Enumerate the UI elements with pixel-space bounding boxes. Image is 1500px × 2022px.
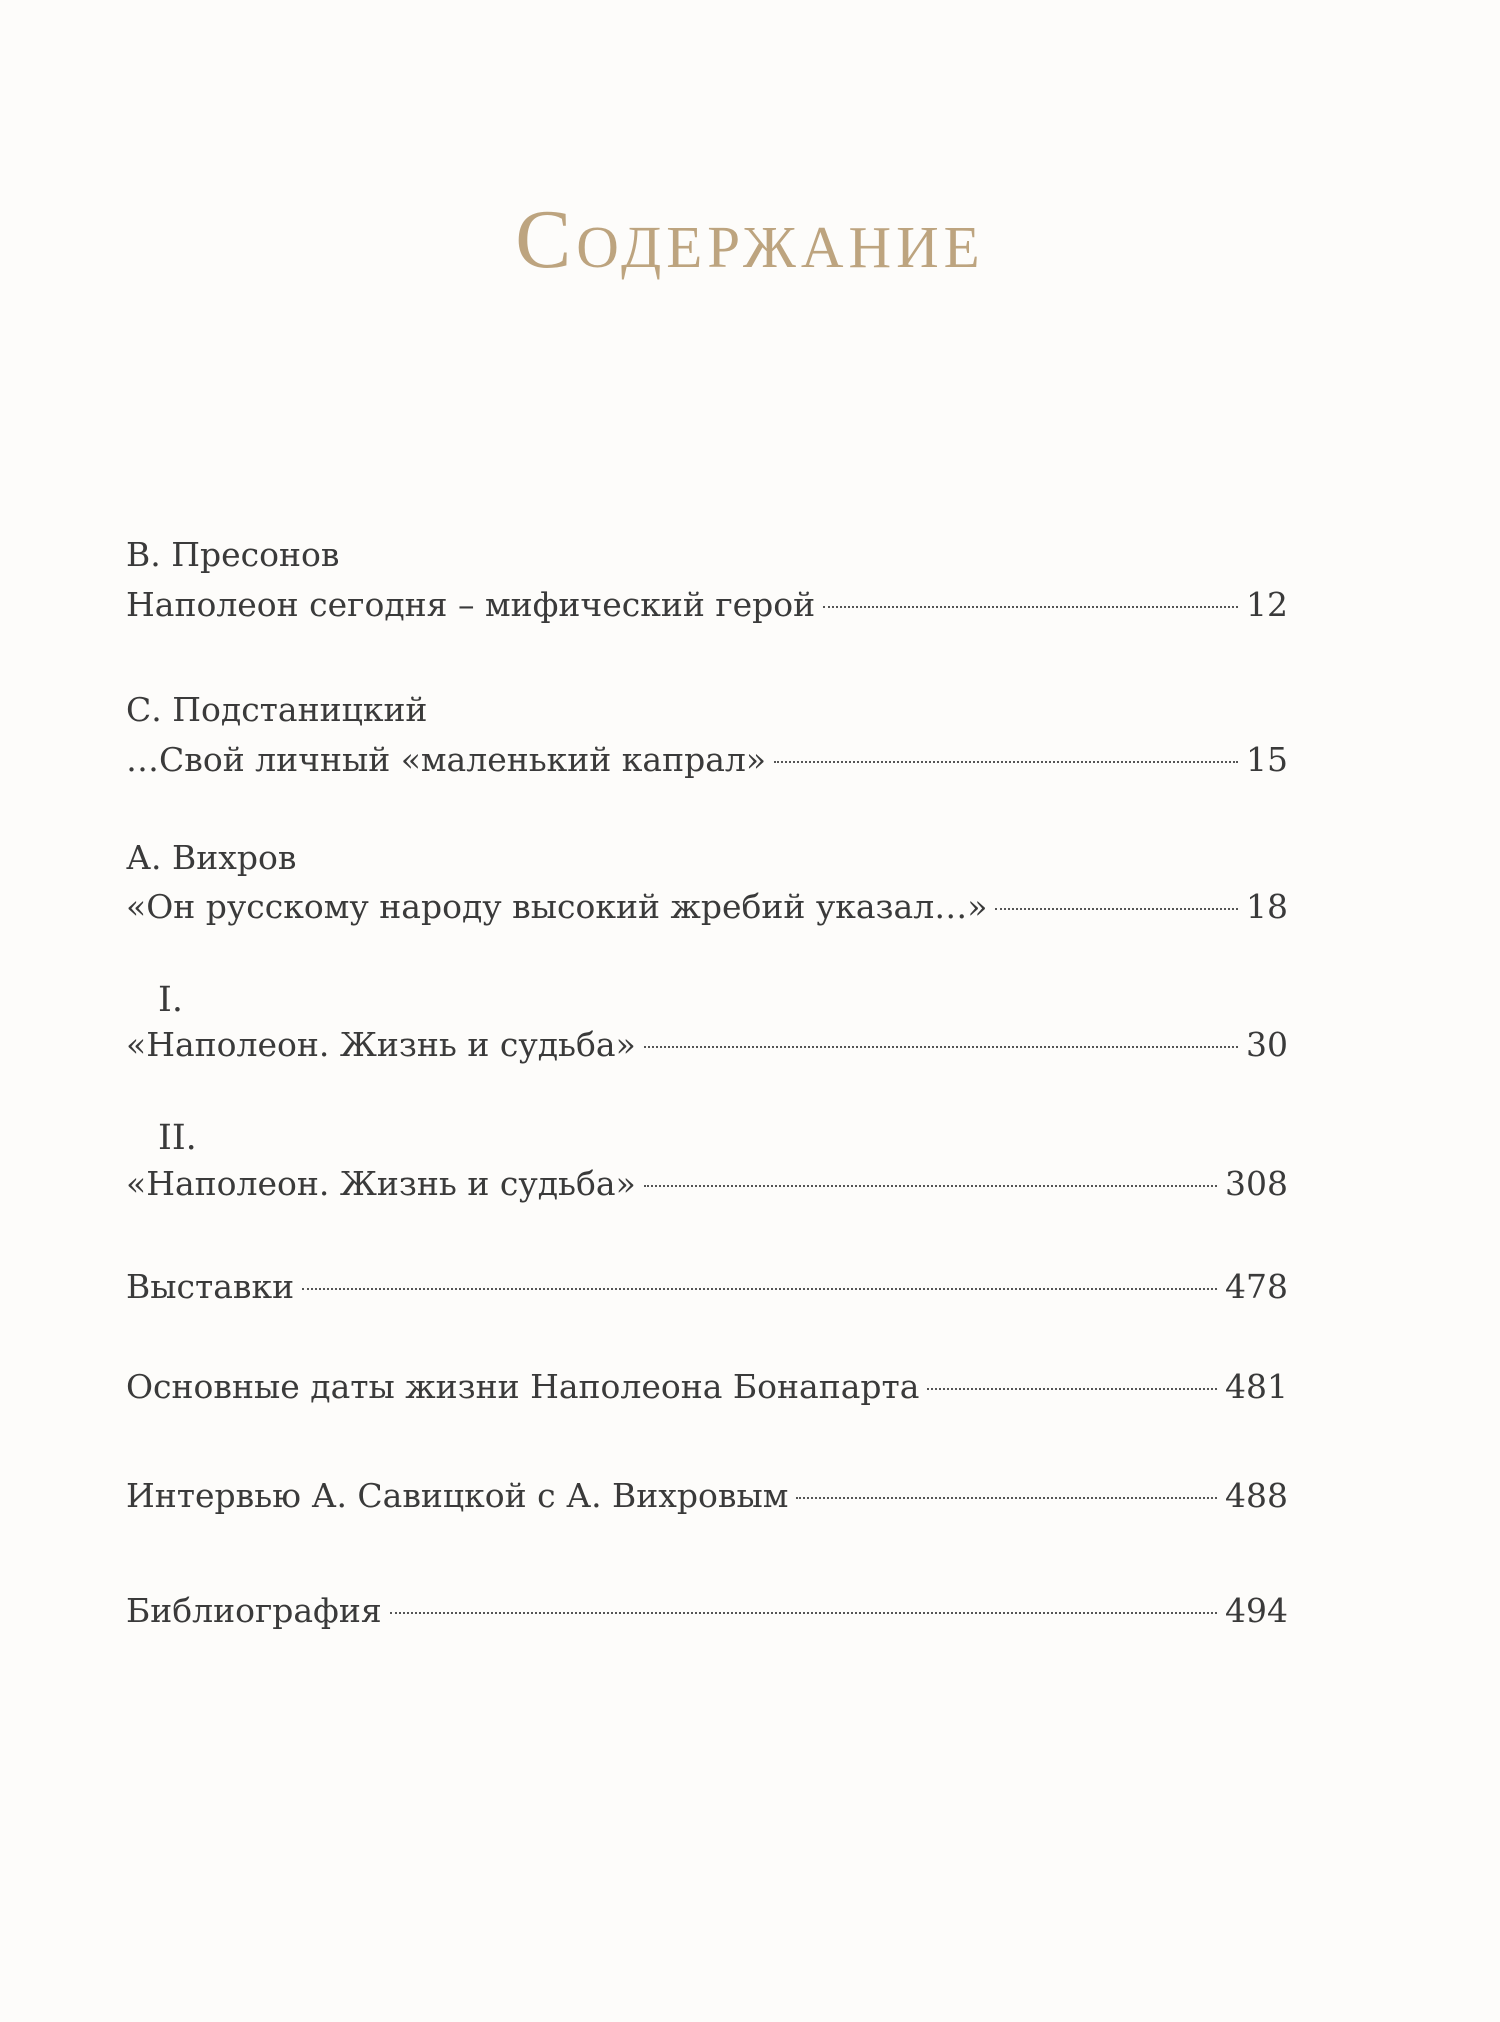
dot-leader bbox=[302, 1288, 1217, 1290]
entry-title: Выставки bbox=[126, 1267, 295, 1306]
toc-entry[interactable] bbox=[126, 740, 1288, 780]
entry-page: 494 bbox=[1225, 1591, 1288, 1630]
part-number: I. bbox=[158, 980, 183, 1020]
toc-entry[interactable] bbox=[126, 585, 1288, 625]
toc-entry[interactable] bbox=[126, 1476, 1288, 1516]
entry-author: С. Подстаницкий bbox=[126, 690, 428, 729]
entry-page: 481 bbox=[1225, 1367, 1288, 1406]
dot-leader bbox=[796, 1497, 1217, 1499]
entry-title: Интервью А. Савицкой с А. Вихровым bbox=[126, 1476, 789, 1515]
entry-title: Наполеон сегодня – мифический герой bbox=[126, 585, 816, 624]
entry-page: 30 bbox=[1246, 1025, 1288, 1064]
dot-leader bbox=[644, 1185, 1217, 1187]
entry-title: «Он русскому народу высокий жребий указал…» bbox=[126, 887, 988, 926]
dot-leader bbox=[927, 1388, 1217, 1390]
toc-entry[interactable] bbox=[126, 887, 1288, 927]
entry-page: 15 bbox=[1246, 740, 1288, 779]
toc-entry[interactable] bbox=[126, 1591, 1288, 1631]
toc-entry[interactable] bbox=[126, 1367, 1288, 1407]
entry-page: 18 bbox=[1246, 887, 1288, 926]
toc-entry[interactable] bbox=[126, 1025, 1288, 1065]
entry-author: В. Пресонов bbox=[126, 535, 340, 574]
entry-author: А. Вихров bbox=[126, 838, 297, 877]
dot-leader bbox=[644, 1046, 1238, 1048]
entry-page: 478 bbox=[1225, 1267, 1288, 1306]
entry-title: «Наполеон. Жизнь и судьба» bbox=[126, 1025, 636, 1064]
toc-entry[interactable] bbox=[126, 1267, 1288, 1307]
entry-title: …Свой личный «маленький капрал» bbox=[126, 740, 767, 779]
entry-title: Основные даты жизни Наполеона Бонапарта bbox=[126, 1367, 920, 1406]
entry-title: Библиография bbox=[126, 1591, 382, 1630]
dot-leader bbox=[774, 761, 1238, 763]
dot-leader bbox=[995, 908, 1238, 910]
entry-page: 488 bbox=[1225, 1476, 1288, 1515]
entry-page: 12 bbox=[1246, 585, 1288, 624]
dot-leader bbox=[390, 1612, 1217, 1614]
toc-entry[interactable] bbox=[126, 1164, 1288, 1204]
part-number: II. bbox=[158, 1118, 197, 1158]
entry-page: 308 bbox=[1225, 1164, 1288, 1203]
page-title: Содержание bbox=[515, 193, 985, 286]
entry-title: «Наполеон. Жизнь и судьба» bbox=[126, 1164, 636, 1203]
dot-leader bbox=[823, 606, 1238, 608]
